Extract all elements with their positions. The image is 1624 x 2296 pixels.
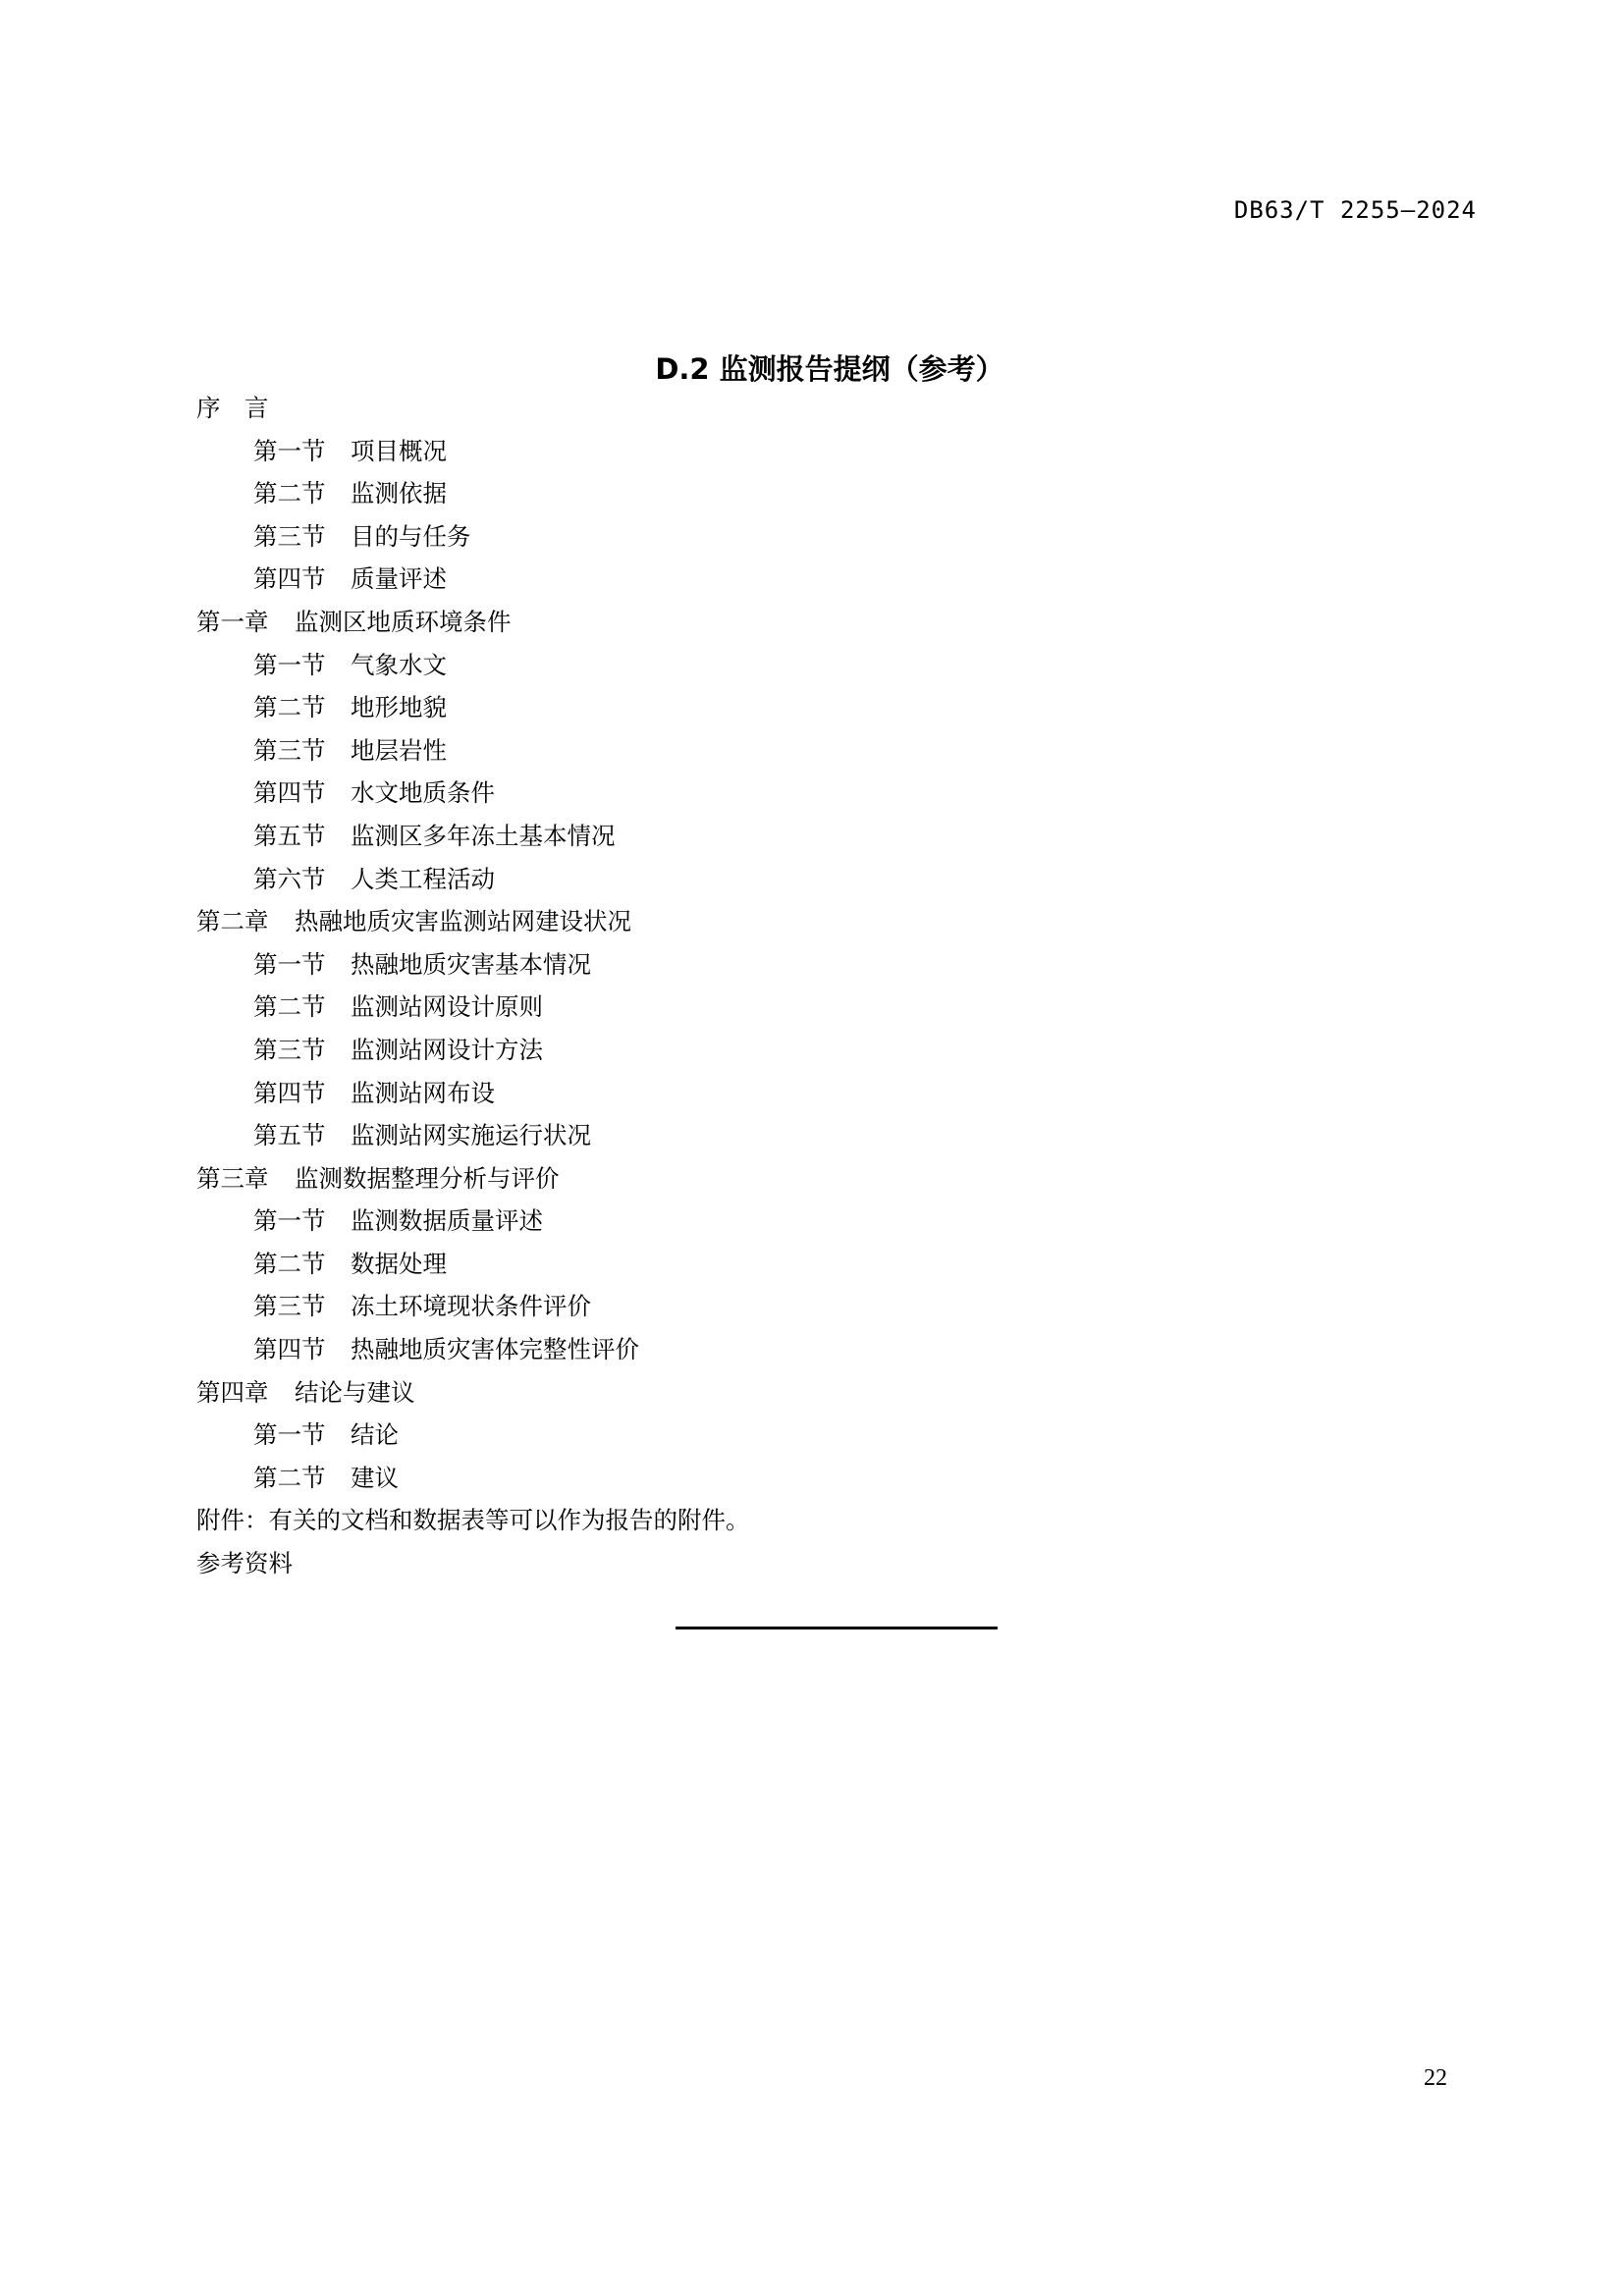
outline-row-section [196,1286,1473,1329]
chapter-title: 热融地质灾害监测站网建设状况 [295,909,631,936]
outline-row-section [196,645,1473,688]
outline-row-appendix [196,1500,1473,1543]
section-title: 水文地质条件 [351,780,495,808]
chapter-title: 监测数据整理分析与评价 [295,1165,560,1193]
outline-row-section [196,431,1473,474]
section-label: 第四节 [253,566,326,594]
section-title: 地层岩性 [351,737,447,765]
section-label: 第六节 [253,866,326,893]
section-label: 第三节 [253,1294,326,1321]
references-heading: 参考资料 [196,1551,293,1578]
outline-row-section [196,730,1473,774]
section-title: 数据处理 [351,1251,447,1278]
section-title: 气象水文 [351,652,447,679]
section-label: 第二节 [253,481,326,508]
section-title: 监测站网设计方法 [351,1037,543,1064]
section-title: 冻土环境现状条件评价 [351,1294,591,1321]
section-label: 第四节 [253,1080,326,1107]
chapter-label: 第二章 [196,909,269,936]
standard-number-header: DB63/T 2255—2024 [1233,196,1477,224]
section-label: 第一节 [253,951,326,979]
outline-row-preface [196,388,1473,431]
outline-row-section [196,1244,1473,1287]
report-outline [196,388,1473,1586]
section-label: 第五节 [253,1123,326,1150]
section-label: 第四节 [253,780,326,808]
outline-row-section [196,1458,1473,1501]
section-label: 第二节 [253,994,326,1022]
section-title: 热融地质灾害体完整性评价 [351,1337,639,1364]
section-title: 监测站网布设 [351,1080,495,1107]
section-label: 第二节 [253,1465,326,1492]
preface-title: 序 言 [196,396,269,422]
outline-row-section [196,687,1473,730]
section-title: 监测区多年冻土基本情况 [351,823,616,850]
section-label: 第一节 [253,438,326,465]
outline-row-section [196,944,1473,988]
outline-row-section [196,773,1473,816]
appendix-note: 附件：有关的文档和数据表等可以作为报告的附件。 [196,1508,750,1535]
outline-row-section [196,1201,1473,1244]
section-label: 第五节 [253,823,326,850]
section-title: 监测依据 [351,481,447,508]
outline-row-chapter [196,1372,1473,1415]
outline-row-section [196,1329,1473,1372]
section-title: 人类工程活动 [351,866,495,893]
end-of-document-rule [676,1627,998,1629]
outline-row-section [196,516,1473,560]
section-title: 目的与任务 [351,523,471,551]
outline-row-section [196,1115,1473,1158]
section-label: 第三节 [253,523,326,551]
outline-row-section [196,1415,1473,1458]
section-label: 第二节 [253,695,326,722]
section-title: 监测站网设计原则 [351,994,543,1022]
outline-row-section [196,987,1473,1030]
section-title: 热融地质灾害基本情况 [351,951,591,979]
chapter-title: 结论与建议 [295,1379,415,1407]
section-label: 第四节 [253,1337,326,1364]
chapter-label: 第一章 [196,609,269,636]
outline-row-section [196,473,1473,516]
section-label: 第一节 [253,652,326,679]
section-title: 建议 [351,1465,399,1492]
section-title: 地形地貌 [351,695,447,722]
page-title: D.2 监测报告提纲（参考） [655,352,1004,386]
outline-row-section [196,816,1473,859]
section-title: 监测站网实施运行状况 [351,1123,591,1150]
chapter-label: 第三章 [196,1165,269,1193]
outline-row-references [196,1543,1473,1586]
section-title: 项目概况 [351,438,447,465]
outline-row-section [196,1073,1473,1116]
outline-row-chapter [196,602,1473,645]
chapter-label: 第四章 [196,1379,269,1407]
section-title: 结论 [351,1422,399,1450]
page-number: 22 [1424,2065,1447,2091]
outline-row-section [196,1030,1473,1073]
outline-row-section [196,559,1473,602]
section-title: 监测数据质量评述 [351,1208,543,1236]
outline-row-section [196,859,1473,902]
outline-row-chapter [196,901,1473,944]
section-label: 第一节 [253,1422,326,1450]
section-label: 第三节 [253,737,326,765]
section-title: 质量评述 [351,566,447,594]
outline-row-chapter [196,1158,1473,1201]
section-label: 第二节 [253,1251,326,1278]
chapter-title: 监测区地质环境条件 [295,609,512,636]
section-label: 第一节 [253,1208,326,1236]
section-label: 第三节 [253,1037,326,1064]
